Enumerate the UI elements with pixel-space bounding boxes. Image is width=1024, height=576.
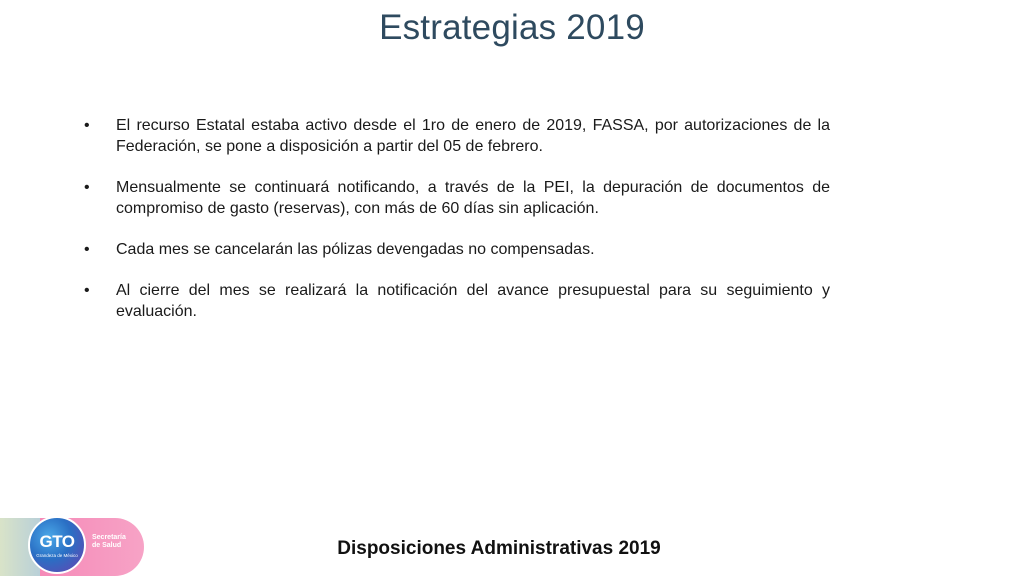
bullet-marker: •	[84, 282, 90, 299]
bullet-marker: •	[84, 241, 90, 258]
bullet-item	[82, 239, 830, 260]
bullet-text: Cada mes se cancelarán las pólizas devengadas no compensadas.	[116, 241, 595, 258]
bullet-marker: •	[84, 179, 90, 196]
logo-org-line2: de Salud	[92, 542, 122, 549]
bullet-text: Mensualmente se continuará notificando, a través de la PEI, la depuración de documentos de compromiso de gasto (reservas), con más de 60 días sin aplicación.	[116, 179, 830, 217]
bullet-text: El recurso Estatal estaba activo desde el 1ro de enero de 2019, FASSA, por autorizaciones de la Federación, se pone a disposición a partir del 05 de febrero.	[116, 117, 830, 155]
bullet-marker: •	[84, 117, 90, 134]
slide-title: Estrategias 2019	[379, 8, 645, 47]
logo-org-line1: Secretaría	[92, 534, 126, 541]
footer-title: Disposiciones Administrativas 2019	[337, 538, 661, 559]
bullet-item	[82, 177, 830, 219]
bullet-item	[82, 115, 830, 157]
bullet-item	[82, 280, 830, 322]
bullet-text: Al cierre del mes se realizará la notificación del avance presupuestal para su seguimiento y evaluación.	[116, 282, 830, 320]
bullet-list	[82, 115, 830, 342]
logo-badge-text: GTO	[39, 532, 75, 551]
logo-badge-subtext: Grandeza de México	[36, 553, 78, 558]
